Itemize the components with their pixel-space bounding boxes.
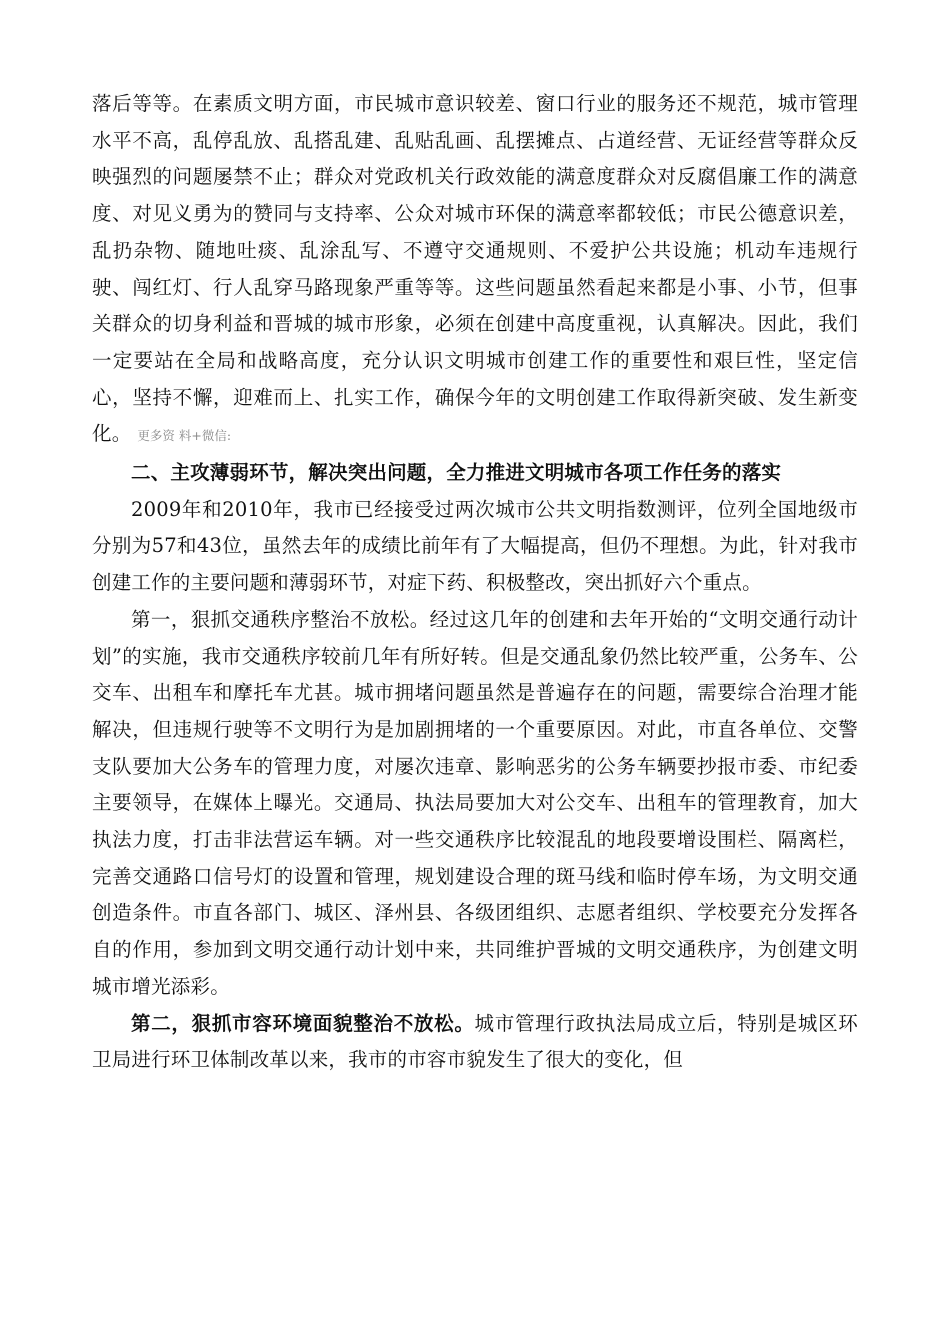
paragraph-2: 2009年和2010年，我市已经接受过两次城市公共文明指数测评，位列全国地级市分别为57和43位，虽然去年的成绩比前年有了大幅提高，但仍不理想。为此，针对我市创建工作的主要问题和薄弱环节，对症下药、积极整改，突出抓好六个重点。 [92,497,858,595]
document-page [92,86,858,1079]
paragraph-4-body: 城市管理行政执法局成立后，特别是城区环卫局进行环卫体制改革以来，我市的市容市貌发生了很大的变化，但 [92,1011,858,1072]
paragraph-3: 第一，狠抓交通秩序整治不放松。经过这几年的创建和去年开始的“文明交通行动计划”的实施，我市交通秩序较前几年有所好转。但是交通乱象仍然比较严重，公务车、公交车、出租车和摩托车尤甚。城市拥堵问题虽然是普遍存在的问题，需要综合治理才能解决，但违规行驶等不文明行为是加剧拥堵的一个重要原因。对此，市直各单位、交警支队要加大公务车的管理力度，对屡次违章、影响恶劣的公务车辆要抄报市委、市纪委主要领导，在媒体上曝光。交通局、执法局要加大对公交车、出租车的管理教育，加大执法力度，打击非法营运车辆。对一些交通秩序比较混乱的地段要增设围栏、隔离栏，完善交通路口信号灯的设置和管理，规划建设合理的斑马线和临时停车场，为文明交通创造条件。市直各部门、城区、泽州县、各级团组织、志愿者组织、学校要充分发挥各自的作用，参加到文明交通行动计划中来，共同维护晋城的文明交通秩序，为创建文明城市增光添彩。 [92,607,858,998]
paragraph-4-lead: 第二，狠抓市容环境面貌整治不放松。 [131,1011,475,1035]
paragraph-1-text: 落后等等。在素质文明方面，市民城市意识较差、窗口行业的服务还不规范，城市管理水平不高，乱停乱放、乱搭乱建、乱贴乱画、乱摆摊点、占道经营、无证经营等群众反映强烈的问题屡禁不止；群众对党政机关行政效能的满意度群众对反腐倡廉工作的满意度、对见义勇为的赞同与支持率、公众对城市环保的满意率都较低；市民公德意识差，乱扔杂物、随地吐痰、乱涂乱写、不遵守交通规则、不爱护公共设施；机动车违规行驶、闯红灯、行人乱穿马路现象严重等等。这些问题虽然看起来都是小事、小节，但事关群众的切身利益和晋城的城市形象，必须在创建中高度重视，认真解决。因此，我们一定要站在全局和战略高度，充分认识文明城市创建工作的重要性和艰巨性，坚定信心，坚持不懈，迎难而上、扎实工作，确保今年的文明创建工作取得新突破、发生新变化。 [92,92,858,446]
paragraph-1 [92,86,858,455]
paragraph-4 [92,1006,858,1079]
section-heading-2: 二、主攻薄弱环节，解决突出问题，全力推进文明城市各项工作任务的落实 [131,461,782,485]
watermark-text: 更多资 料+微信: [137,428,232,444]
